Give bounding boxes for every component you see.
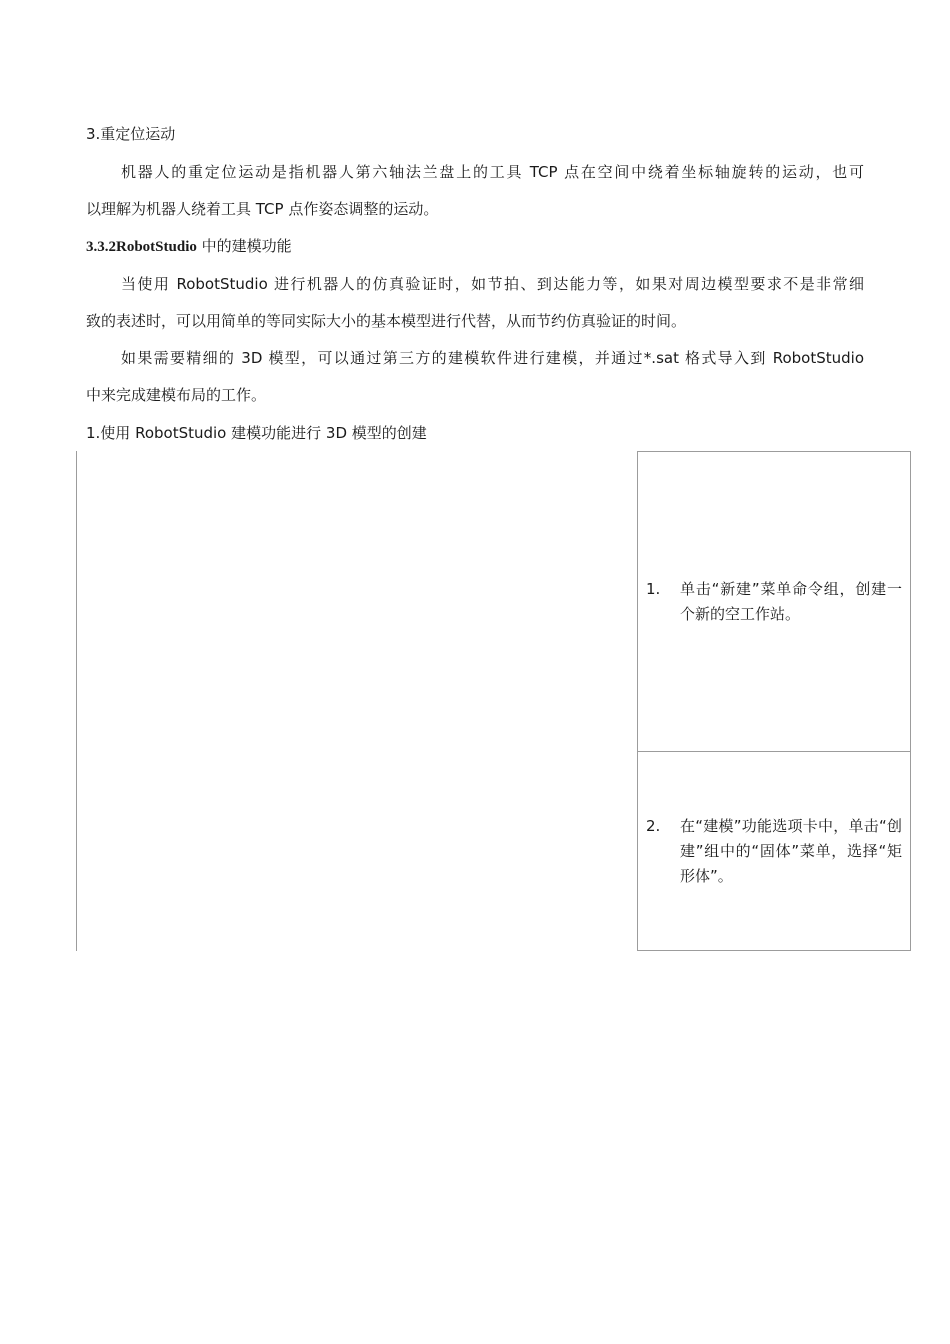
paragraph-2-line-1: 当使用 RobotStudio 进行机器人的仿真验证时，如节拍、到达能力等，如果对周边模型要求不是非常细	[121, 275, 864, 293]
screenshot-cell	[77, 451, 637, 951]
paragraph-1-line-2: 以理解为机器人绕着工具 TCP 点作姿态调整的运动。	[86, 200, 439, 218]
step-text-1: 单击“新建”菜单命令组，创建一个新的空工作站。	[680, 580, 902, 623]
step-heading: 1.使用 RobotStudio 建模功能进行 3D 模型的创建	[86, 424, 427, 442]
paragraph-3-line-1: 如果需要精细的 3D 模型，可以通过第三方的建模软件进行建模，并通过*.sat 格式导入到 RobotStudio	[121, 349, 864, 367]
step-content-2	[646, 814, 902, 889]
step-content-1	[646, 577, 902, 627]
subsection-heading	[86, 236, 292, 257]
paragraph-2-line-2: 致的表述时，可以用简单的等同实际大小的基本模型进行代替，从而节约仿真验证的时间。	[86, 312, 687, 330]
subsection-title: 中的建模功能	[196, 237, 292, 255]
step-number-2: 2.	[646, 817, 661, 835]
paragraph-1-line-1: 机器人的重定位运动是指机器人第六轴法兰盘上的工具 TCP 点在空间中绕着坐标轴旋转的运动，也可	[121, 163, 864, 181]
section-heading: 3.重定位运动	[86, 125, 176, 143]
step-number-1: 1.	[646, 580, 661, 598]
subsection-number: 3.3.2RobotStudio	[86, 239, 197, 255]
step-cell-1	[637, 451, 911, 752]
paragraph-3-line-2: 中来完成建模布局的工作。	[86, 386, 267, 404]
step-cell-2	[637, 751, 911, 951]
step-text-2: 在“建模”功能选项卡中，单击“创建”组中的“固体”菜单，选择“矩形体”。	[680, 817, 902, 885]
step-table	[76, 451, 913, 951]
